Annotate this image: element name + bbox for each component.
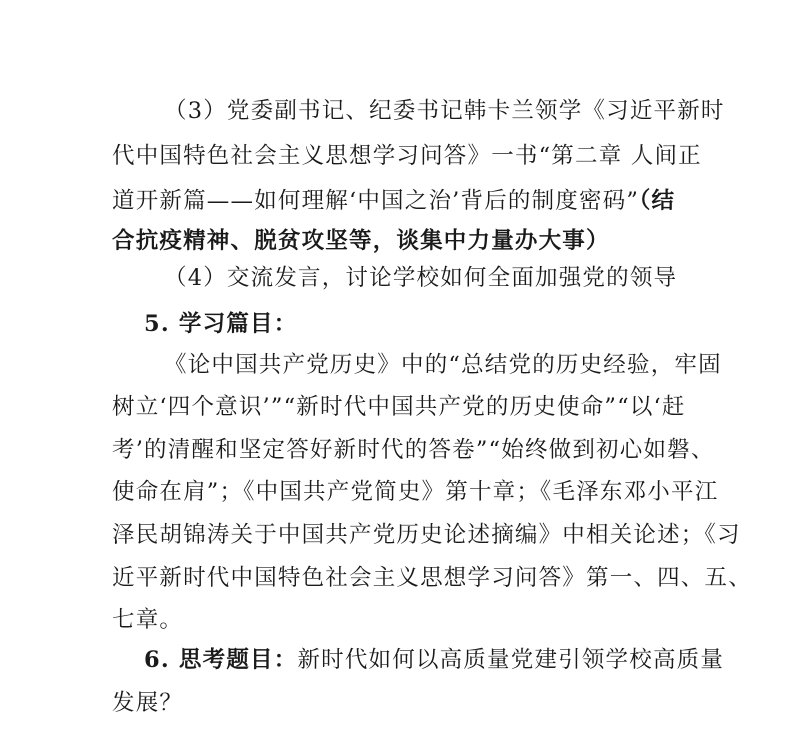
section5-line6: 近平新时代中国特色社会主义思想学习问答》第一、四、五、	[112, 565, 752, 591]
section6-line2: 发展？	[112, 690, 184, 716]
section5-heading: 5. 学习篇目：	[144, 311, 298, 337]
section5-line7: 七章。	[112, 607, 184, 633]
item3-line3-bold: （结	[639, 188, 676, 214]
item3-line4: 合抗疫精神、脱贫攻坚等，谈集中力量办大事）	[112, 228, 610, 254]
section5-line3: 考’的清醒和坚定答好新时代的答卷”“始终做到初心如磐、	[112, 437, 715, 463]
section6-line1-text: 新时代如何以高质量党建引领学校高质量	[297, 647, 725, 673]
item4-line1: （4）交流发言，讨论学校如何全面加强党的领导	[164, 265, 678, 291]
item3-line3-normal: 道开新篇——如何理解‘中国之治’背后的制度密码”	[112, 188, 640, 214]
item3-line2: 代中国特色社会主义思想学习问答》一书“第二章 人间正	[112, 143, 702, 169]
item3-line1: （3）党委副书记、纪委书记韩卡兰领学《习近平新时	[164, 98, 725, 124]
section5-line4: 使命在肩”；《中国共产党简史》第十章；《毛泽东邓小平江	[112, 479, 719, 505]
section6-line1	[144, 645, 724, 675]
section5-line2: 树立‘四个意识’”“新时代中国共产党的历史使命”“以‘赶	[112, 394, 686, 420]
section5-line5: 泽民胡锦涛关于中国共产党历史论述摘编》中相关论述；《习	[112, 522, 741, 548]
item3-line3	[112, 186, 675, 216]
section5-line1: 《论中国共产党历史》中的“总结党的历史经验，牢固	[164, 352, 722, 378]
section6-heading: 6. 思考题目：	[144, 647, 298, 673]
